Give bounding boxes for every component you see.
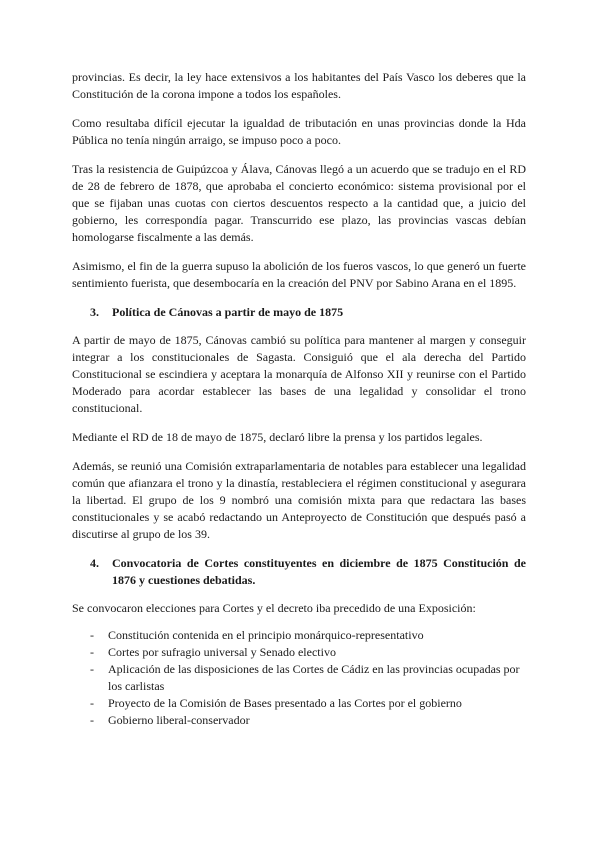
list-item-text: Proyecto de la Comisión de Bases presentado a las Cortes por el gobierno bbox=[108, 696, 462, 710]
section-4-heading bbox=[72, 555, 526, 589]
section-3-number: 3. bbox=[90, 305, 99, 319]
paragraph-tax-equality: Como resultaba difícil ejecutar la igualdad de tributación en unas provincias donde la Hda Pública no tenía ningún arraigo, se impuso poco a poco. bbox=[72, 116, 526, 147]
dash-bullet: - bbox=[90, 696, 94, 710]
section-4-title: Convocatoria de Cortes constituyentes en diciembre de 1875 Constitución de 1876 y cuestiones debatidas. bbox=[112, 556, 526, 587]
list-item-text: Cortes por sufragio universal y Senado electivo bbox=[108, 645, 336, 659]
list-item-text: Constitución contenida en el principio monárquico-representativo bbox=[108, 628, 424, 642]
paragraph-press-decree: Mediante el RD de 18 de mayo de 1875, declaró libre la prensa y los partidos legales. bbox=[72, 430, 483, 444]
paragraph-commission: Además, se reunió una Comisión extraparlamentaria de notables para establecer una legalidad común que afianzara el trono y la dinastía, restableciera el régimen constitucional y asegurara la libertad. El grupo de los 9 nombró una comisión mixta para que redactara las bases constitucionales y se acabó redactando un Anteproyecto de Constitución que después pasó a discutirse al grupo de los 39. bbox=[72, 459, 526, 541]
list-item bbox=[72, 695, 526, 712]
list-item bbox=[72, 712, 526, 729]
list-item bbox=[72, 627, 526, 644]
section-3-heading bbox=[72, 304, 526, 321]
list-item bbox=[72, 661, 526, 695]
paragraph-elections-intro: Se convocaron elecciones para Cortes y el decreto iba precedido de una Exposición: bbox=[72, 601, 476, 615]
dash-bullet: - bbox=[90, 628, 94, 642]
list-item-text: Gobierno liberal-conservador bbox=[108, 713, 250, 727]
section-4-number: 4. bbox=[90, 556, 99, 570]
paragraph-fueros-abolition: Asimismo, el fin de la guerra supuso la abolición de los fueros vascos, lo que generó un fuerte sentimiento fuerista, que desembocaría en la creación del PNV por Sabino Arana en el 1895. bbox=[72, 259, 526, 290]
dash-bullet: - bbox=[90, 713, 94, 727]
section-3-title: Política de Cánovas a partir de mayo de 1875 bbox=[112, 305, 344, 319]
paragraph-tax-duties: provincias. Es decir, la ley hace extensivos a los habitantes del País Vasco los deberes que la Constitución de la corona impone a todos los españoles. bbox=[72, 70, 526, 101]
list-item-text: Aplicación de las disposiciones de las Cortes de Cádiz en las provincias ocupadas por los carlistas bbox=[108, 662, 520, 693]
document-page bbox=[72, 69, 526, 729]
list-item bbox=[72, 644, 526, 661]
dash-bullet: - bbox=[90, 645, 94, 659]
dash-bullet: - bbox=[90, 662, 94, 676]
paragraph-canovas-policy: A partir de mayo de 1875, Cánovas cambió su política para mantener al margen y conseguir integrar a los constitucionales de Sagasta. Consiguió que el ala derecha del Partido Constitucional se escindiera y aceptara la monarquía de Alfonso XII y reunirse con el Partido Moderado para acordar establecer las bases de una legalidad y consolidar el trono constitucional. bbox=[72, 333, 526, 415]
exposition-list bbox=[72, 627, 526, 729]
paragraph-economic-agreement: Tras la resistencia de Guipúzcoa y Álava, Cánovas llegó a un acuerdo que se tradujo en el RD de 28 de febrero de 1878, que aprobaba el concierto económico: sistema provisional por el que se fijaban unas cuotas con ciertos descuentos respecto a la cantidad que, a juicio del gobierno, les correspondía pagar. Transcurrido ese plazo, las provincias vascas debían homologarse fiscalmente a las demás. bbox=[72, 162, 526, 244]
